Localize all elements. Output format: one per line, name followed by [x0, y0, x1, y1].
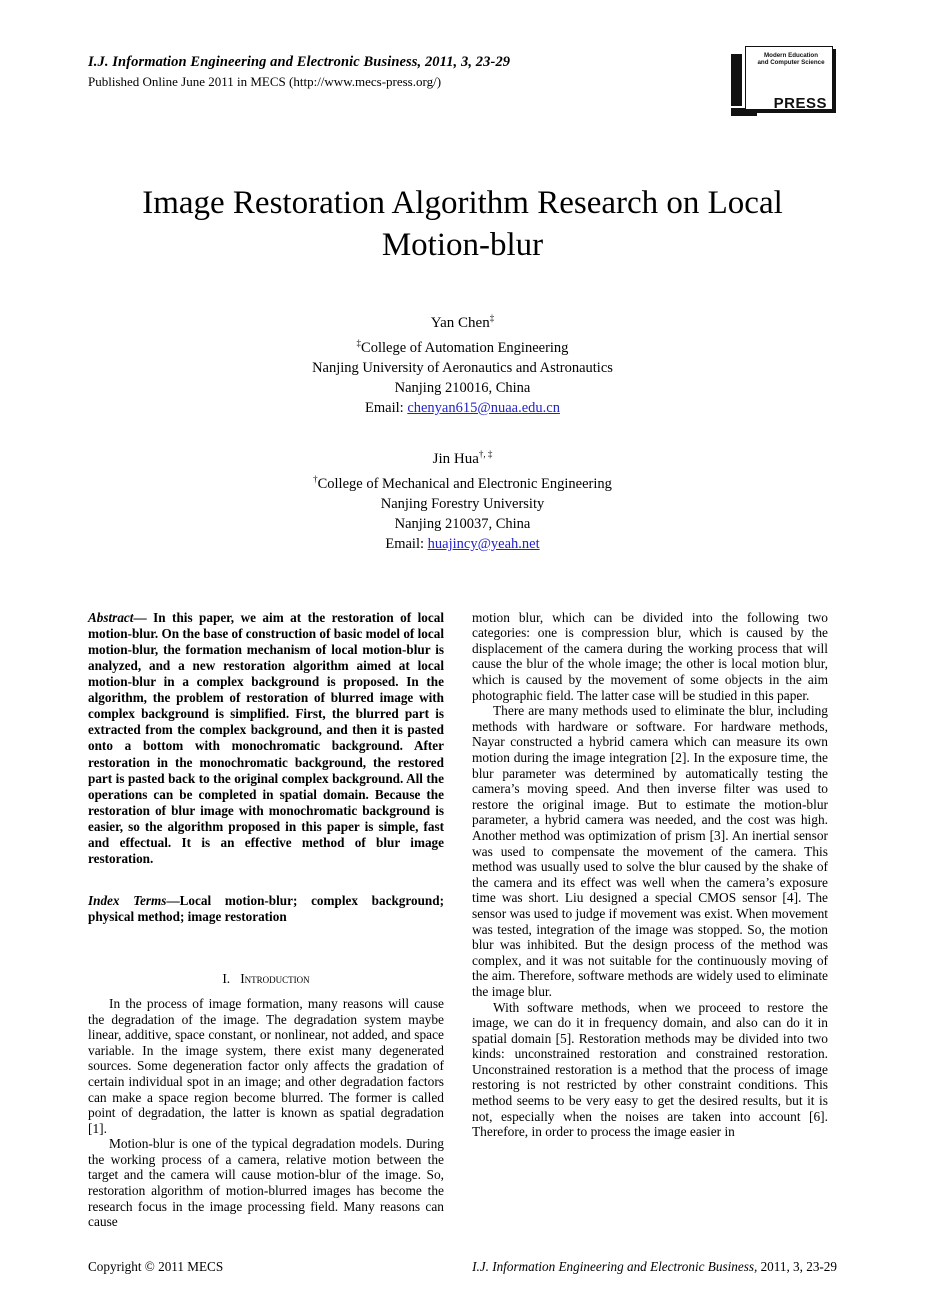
author-1-email-label: Email:	[365, 399, 404, 416]
author-1-affiliation-2: Nanjing University of Aeronautics and Astronautics	[312, 359, 613, 376]
footer-journal-name: I.J. Information Engineering and Electronic Business,	[472, 1259, 758, 1274]
abstract-dash: —	[133, 609, 154, 625]
author-1-affiliation-1	[88, 333, 837, 358]
page-title: Image Restoration Algorithm Research on Local Motion-blur	[142, 185, 783, 263]
author-2-affiliation-1	[88, 469, 837, 494]
page-header	[88, 52, 837, 144]
author-1-email-line	[88, 398, 837, 418]
section-heading-introduction	[88, 971, 444, 987]
author-2-affiliation-1-text: College of Mechanical and Electronic Engineering	[317, 475, 612, 492]
index-terms-paragraph	[88, 893, 444, 925]
author-2-email-line	[88, 534, 837, 554]
logo-spine-shape	[731, 54, 742, 106]
index-terms-text: Local motion-blur; complex background; physical method; image restoration	[88, 893, 444, 925]
author-2-email-label: Email:	[385, 535, 425, 552]
logo-text-lines	[753, 52, 829, 67]
paragraph-left-2: Motion-blur is one of the typical degradation models. During the working process of a camera, relative motion between the target and the camera will cause motion-blur of the image. So, restoration algorithm of motion-blurred images has become the research focus in the image processing field. Many reasons can cause	[88, 1136, 444, 1230]
footer-journal-volume: 2011, 3, 23-29	[757, 1259, 837, 1274]
abstract-label: Abstract	[88, 609, 134, 625]
paragraph-left-1: In the process of image formation, many reasons will cause the degradation of the image. The degradation system maybe linear, additive, space constant, or nonlinear, not added, and space variable. In the image system, there exist many degenerated sources. Some degeneration factor only affects the gradation of certain individual spot in an image; and other degradation factors can make a space region become blurred. The former is called point of degradation, the latter is known as spatial degradation [1].	[88, 995, 444, 1136]
paragraph-right-3: With software methods, when we proceed to restore the image, we can do it in frequency domain, and also can do it in spatial domain [5]. Restoration methods may be divided into two kinds: unconstrained restoration and constrained restoration. Unconstrained restoration is a method that the process of image restoring is not restricted by other constraint conditions. This method seems to be very easy to get the desired results, but it is not, especially when the noises are taken into account [6]. Therefore, in order to process the image easier in	[472, 999, 828, 1140]
author-block-1	[88, 308, 837, 418]
author-name-2	[88, 444, 837, 469]
author-2-affiliation-2: Nanjing Forestry University	[380, 495, 545, 512]
logo-line-2: and Computer Science	[757, 59, 825, 67]
authors-block	[88, 308, 837, 554]
published-online-line: Published Online June 2011 in MECS (http://www.mecs-press.org/)	[88, 74, 442, 89]
mecs-press-logo	[729, 46, 833, 118]
journal-citation-line: I.J. Information Engineering and Electronic Business, 2011, 3, 23-29	[88, 54, 511, 70]
author-1-affiliation-1-text: College of Automation Engineering	[361, 339, 569, 356]
two-column-body	[88, 610, 837, 1230]
left-column	[88, 610, 444, 1230]
page-footer	[88, 1259, 837, 1275]
author-name-1-text: Yan Chen	[430, 315, 490, 331]
author-2-city: Nanjing 210037, China	[394, 515, 531, 532]
right-column	[472, 610, 828, 1230]
logo-inner	[729, 46, 833, 118]
footer-copyright: Copyright © 2011 MECS	[88, 1259, 224, 1274]
index-terms-label: Index Terms	[88, 893, 167, 909]
author-name-2-sup: †, ‡	[478, 448, 493, 459]
author-name-2-text: Jin Hua	[432, 450, 479, 467]
logo-press-word: PRESS	[773, 95, 827, 112]
section-title: Introduction	[240, 971, 310, 987]
author-2-affiliation-sup: †	[313, 473, 318, 484]
author-1-affiliation-sup: ‡	[356, 338, 362, 348]
index-terms-dash: —	[166, 893, 180, 909]
paragraph-right-2: There are many methods used to eliminate the blur, including methods with hardware or software. For hardware methods, Nayar constructed a hybrid camera which can measure its own motion during the image integration [2]. In the exposure time, the blur parameter was determined by automatically testing the camera’s moving speed. And then inverse filter was used to restore the original image. But to estimate the motion-blur parameter, a hybrid camera was needed, and the cost was high. Another method was optimization of prism [3]. An inertial sensor was used to compensate the movement of the camera. This method was usually used to solve the blur caused by the shake of the camera and its effect was well when the camera’s exposure time was short. Liu designed a special CMOS sensor [4]. The sensor was used to judge if movement was exist. When movement was tested, integration of the image was stopped. So, the motion blur was inhibited. But the design process of the method was complex, and it was not suitable for the continuously moving of the aim. Therefore, software methods are widely used to eliminate the image blur.	[472, 703, 828, 999]
author-name-1-sup: ‡	[489, 313, 495, 323]
author-block-2	[88, 444, 837, 554]
footer-journal-citation	[472, 1259, 837, 1275]
paragraph-right-1: motion blur, which can be divided into the following two categories: one is compression blur, which is caused by the displacement of the camera during the working process that will cause the blur of the whole image; the other is local motion blur, which is caused by the movement of some objects in the aim photographic field. The latter case will be studied in this paper.	[472, 609, 828, 703]
logo-line-1: Modern Education	[764, 52, 818, 59]
abstract-paragraph	[88, 610, 444, 868]
author-2-email-link[interactable]: huajincy@yeah.net	[427, 535, 540, 552]
author-1-city: Nanjing 210016, China	[394, 379, 531, 396]
author-name-1	[88, 308, 837, 333]
abstract-text: In this paper, we aim at the restoration of local motion-blur. On the base of construction of basic model of local motion-blur, the formation mechanism of local motion-blur is analyzed, and a new restoration algorithm aimed at local motion-blur in a complex background is proposed. In the algorithm, the problem of restoration of blurred image with complex background is simplified. First, the blurred part is extracted from the complex background, and then it is pasted onto a bottom with monochromatic background. After restoration in the monochromatic background, the restored part is pasted back to the original complex background. All the operations can be completed in spatial domain. Because the restoration of blur image with monochromatic background is easier, so the algorithm proposed in this paper is simple, fast and effectual. It is an effective method of blur image restoration.	[88, 609, 444, 867]
section-number: I.	[222, 971, 231, 987]
author-1-email-link[interactable]: chenyan615@nuaa.edu.cn	[407, 399, 560, 416]
